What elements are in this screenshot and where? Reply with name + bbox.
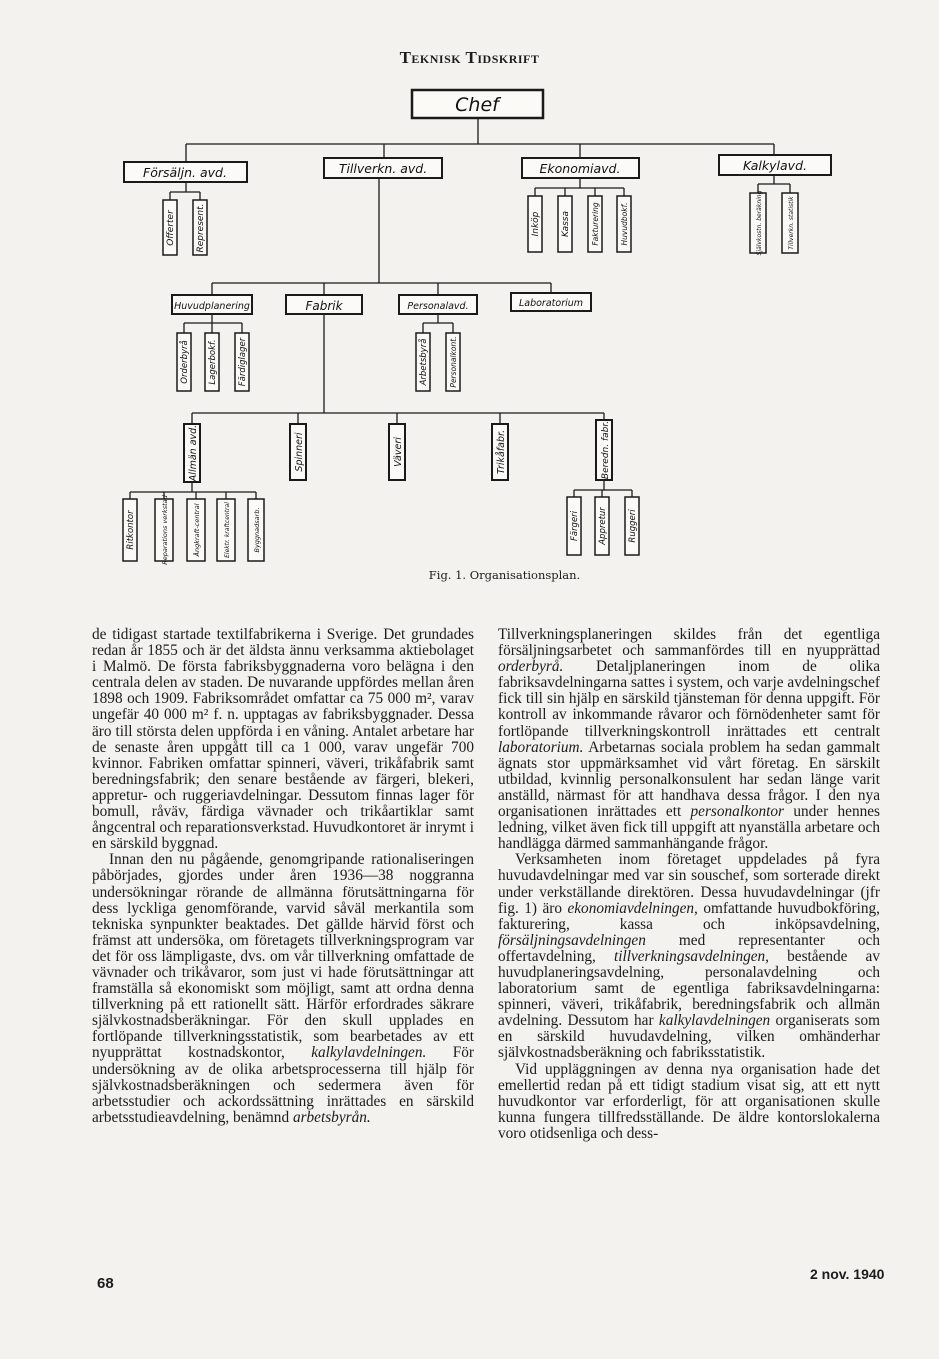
text-run-italic: kalkylavdelningen. bbox=[311, 1044, 427, 1062]
node-label: Tillverkn. statistik bbox=[788, 196, 795, 250]
chart-node-production bbox=[324, 158, 442, 178]
chart-node-fabrik bbox=[286, 295, 362, 314]
node-label: Laboratorium bbox=[518, 298, 584, 309]
node-label: Kalkylavd. bbox=[743, 158, 807, 173]
node-label: Kassa bbox=[561, 211, 571, 237]
chart-node-orderbyra bbox=[177, 333, 191, 391]
chart-node-personalkont bbox=[446, 333, 460, 391]
chart-node-angkraftcentral bbox=[187, 499, 205, 561]
organisation-chart bbox=[0, 0, 939, 590]
node-label: Självkostn. beräkning bbox=[756, 190, 763, 256]
text-run-italic: personalkontor bbox=[690, 803, 785, 821]
chart-node-chef bbox=[412, 90, 543, 118]
chart-node-sales bbox=[124, 162, 247, 182]
paragraph: Vid uppläggningen av denna nya organisation hade det emellertid redan på ett tidigt stadium visat sig, att ett nytt huvudkontor var erforderligt, för att organisationen skulle kunna fungera tillfredsställande. De äldre kontorslokalerna voro otidsenliga och dess- bbox=[498, 1060, 880, 1142]
node-label: Ångkraft-central bbox=[193, 503, 201, 557]
chart-node-tillverkn-statistik bbox=[782, 193, 798, 253]
chart-node-sjalvkostn bbox=[750, 190, 766, 255]
node-label: Elektr. kraftcentral bbox=[224, 502, 231, 558]
issue-date: 2 nov. 1940 bbox=[810, 1266, 885, 1282]
chart-node-appretur bbox=[595, 497, 609, 555]
text-run-italic: laboratorium. bbox=[498, 738, 584, 756]
text-run-italic: arbetsbyrån. bbox=[292, 1108, 371, 1126]
chart-node-vaveri bbox=[389, 424, 405, 480]
node-label: Huvudbokf. bbox=[620, 202, 629, 246]
node-label: Väveri bbox=[393, 437, 404, 467]
chart-node-fakturering bbox=[588, 196, 602, 252]
paragraph bbox=[498, 627, 880, 852]
node-label: Spinneri bbox=[294, 432, 305, 472]
chart-node-byggnadsarb bbox=[248, 499, 264, 561]
chart-node-offerter bbox=[163, 200, 177, 255]
node-label: Represent. bbox=[196, 203, 206, 253]
chart-node-kassa bbox=[558, 196, 572, 252]
chart-node-reparationsverkstad bbox=[155, 494, 173, 564]
node-label: Chef bbox=[455, 94, 499, 116]
node-label: Färgeri bbox=[570, 510, 580, 542]
chart-node-fardiglager bbox=[235, 333, 249, 391]
chart-node-lagerbokf bbox=[205, 333, 219, 391]
text-column-right bbox=[498, 627, 880, 1142]
text-run: Detaljplaneringen inom de olika fabriksavdelningarna sattes i system, och varje avdelningschef fick till sin hjälp en särskild tjänsteman för denna uppgift. För kontroll av inkommande råvaror och förnödenheter samt för fortlöpande tillverkningskontroll inrättades ett centralt bbox=[498, 658, 880, 740]
chart-node-huvudbokf bbox=[617, 196, 631, 252]
node-label: Reparations verkstad bbox=[161, 495, 169, 565]
chart-node-personalavd bbox=[399, 295, 477, 314]
node-label: Trikåfabr. bbox=[496, 429, 507, 475]
node-label: Huvudplanering bbox=[174, 301, 250, 312]
text-column-left bbox=[92, 627, 474, 1126]
chart-node-trikafabr bbox=[492, 424, 508, 480]
node-label: Fabrik bbox=[305, 299, 343, 313]
node-label: Personalavd. bbox=[407, 301, 469, 312]
paragraph: de tidigast startade textilfabrikerna i Sverige. Det grundades redan år 1855 och är det äldsta ännu verksamma aktiebolaget i Malmö. De första fabriksbyggnaderna voro belägna i den centrala delen av staden. De nuvarande uppfördes mellan åren 1898 och 1909. Fabriksområdet omfattar ca 75 000 m², varav ungefär 40 000 m² f. n. upptagas av fabriksbyggnader. Dessa äro till största delen uppförda i en våning. Antalet arbetare har de senaste åren uppgått till ca 1 000, varav ungefär 700 kvinnor. Fabriken omfattar spinneri, väveri, trikåfabrik samt beredningsfabrik; den senare bestående av färgeri, blekeri, appretur- och ruggeriavdelningar. Dessutom finnas lager för bomull, råväv, färdiga vävnader och trikåartiklar samt ångcentral och reparationsverkstad. Huvudkontoret är inrymt i en särskild byggnad. bbox=[92, 626, 474, 853]
chart-node-inkop bbox=[528, 196, 542, 252]
paragraph bbox=[498, 852, 880, 1061]
node-label: Färdiglager bbox=[238, 337, 248, 387]
text-run-italic: försäljningsavdelningen bbox=[498, 931, 646, 949]
chart-node-ritkontor bbox=[123, 499, 137, 561]
text-run: bestående av huvudplaneringsavdelning, personalavdelning och laboratorium samt de egentliga fabriksavdelningarna: spinneri, väveri, trikåfabrik, beredningsfabrik och allmän avdelning. Dessutom har bbox=[498, 947, 880, 1030]
chart-node-fargeri bbox=[567, 497, 581, 555]
chart-node-ruggeri bbox=[625, 497, 639, 555]
node-label: Arbetsbyrå bbox=[419, 338, 429, 386]
text-run-italic: kalkylavdelningen bbox=[658, 1012, 771, 1030]
chart-node-allman-avd bbox=[184, 424, 200, 482]
text-run: För undersökning av de olika arbetsprocesserna till hjälp för självkostnadsberäkningen och sedermera även för arbetsstudier och ackordssättning inrättades en särskild arbetsstudieavdelning, benämnd bbox=[92, 1044, 474, 1126]
node-label: Lagerbokf. bbox=[208, 339, 218, 385]
node-label: Personalkont. bbox=[449, 336, 458, 388]
text-run-italic: ekonomiavdelningen, bbox=[567, 899, 698, 917]
text-run: Innan den nu pågående, genomgripande rationaliseringen påbörjades, gjordes under åren 1936—38 noggranna undersökningar rörande de allmänna förutsättningarna för dess lyckliga genomförande, varvid såväl merkantila som tekniska synpunkter beaktades. Det gällde härvid först och främst att undersöka, om företagets tillverkningsprogram var det för oss lämpligaste, dvs. om vår tillverkning omfattade de vävnader och trikåvaror, som just vi hade förutsättningar att framställa så ekonomiskt som möjligt, samt att ordna denna tillverkning på ett rationellt sätt. Härför erfordrades säkrare självkostnadsberäkningar. För den skull upplades en fortlöpande tillverkningsstatistik, som bearbetades av ett nyupprättat kostnadskontor, bbox=[92, 851, 474, 1062]
journal-header: Teknisk Tidskrift bbox=[399, 48, 540, 67]
node-label: Appretur bbox=[598, 507, 608, 545]
text-run: organiserats som en särskild huvudavdelning, vilken omhänderhar självkostnadsberäkning och fabriksstatistik. bbox=[498, 1012, 881, 1062]
node-label: Försäljn. avd. bbox=[143, 165, 227, 180]
chart-node-arbetsbyra bbox=[416, 333, 430, 391]
chart-node-huvudplanering bbox=[172, 295, 252, 314]
node-label: Inköp bbox=[531, 211, 541, 237]
page-number: 68 bbox=[97, 1275, 114, 1292]
node-label: Ritkontor bbox=[126, 510, 136, 550]
node-label: Ruggeri bbox=[628, 509, 638, 543]
chart-node-spinneri bbox=[290, 424, 306, 480]
node-label: Offerter bbox=[166, 210, 176, 246]
text-run: med representanter och offertavdelning, bbox=[498, 931, 880, 965]
node-label: Byggnadsarb. bbox=[253, 507, 261, 553]
node-label: Fakturering bbox=[591, 202, 600, 246]
text-run-italic: tillverkningsavdelningen, bbox=[613, 947, 770, 965]
node-label: Tillverkn. avd. bbox=[338, 161, 428, 176]
figure-caption: Fig. 1. Organisationsplan. bbox=[428, 568, 581, 582]
node-label: Orderbyrå bbox=[180, 340, 190, 384]
text-run: Arbetarnas sociala problem ha sedan gammalt ägnats stor uppmärksamhet vid vårt företag. En särskilt utbildad, kvinnlig personalkonsulent har sedan länge varit anställd, närmast för att handhava dessa frågor. I den nya organisationen inrättades ett bbox=[498, 738, 880, 821]
chart-node-represent bbox=[193, 200, 207, 255]
text-run: under hennes ledning, vilket även fick till uppgift att nyanställa arbetare och handlägga därmed sammanhängande frågor. bbox=[498, 803, 880, 853]
chart-node-laboratorium bbox=[511, 293, 591, 311]
node-label: Allmän avd. bbox=[188, 424, 199, 482]
chart-node-calculation bbox=[719, 155, 831, 175]
text-run-italic: orderbyrå. bbox=[498, 658, 564, 676]
paragraph bbox=[92, 852, 474, 1126]
chart-node-elektr-kraftcentral bbox=[217, 499, 235, 561]
text-run: Tillverkningsplaneringen skildes från det egentliga försäljningsarbetet och sammanfördes till en nyupprättad bbox=[498, 626, 880, 660]
node-label: Ekonomiavd. bbox=[539, 161, 621, 176]
chart-node-beredn-fabr bbox=[596, 420, 612, 480]
text-run: omfattande huvudbokföring, fakturering, kassa och inköpsavdelning, bbox=[498, 899, 880, 933]
text-run: Verksamheten inom företaget uppdelades på fyra huvudavdelningar med var sin souschef, som sorterade direkt under verkställande direktören. Dessa huvudavdelningar (jfr fig. 1) äro bbox=[498, 851, 880, 917]
node-label: Beredn. fabr. bbox=[601, 420, 611, 480]
chart-node-economy bbox=[522, 158, 639, 178]
